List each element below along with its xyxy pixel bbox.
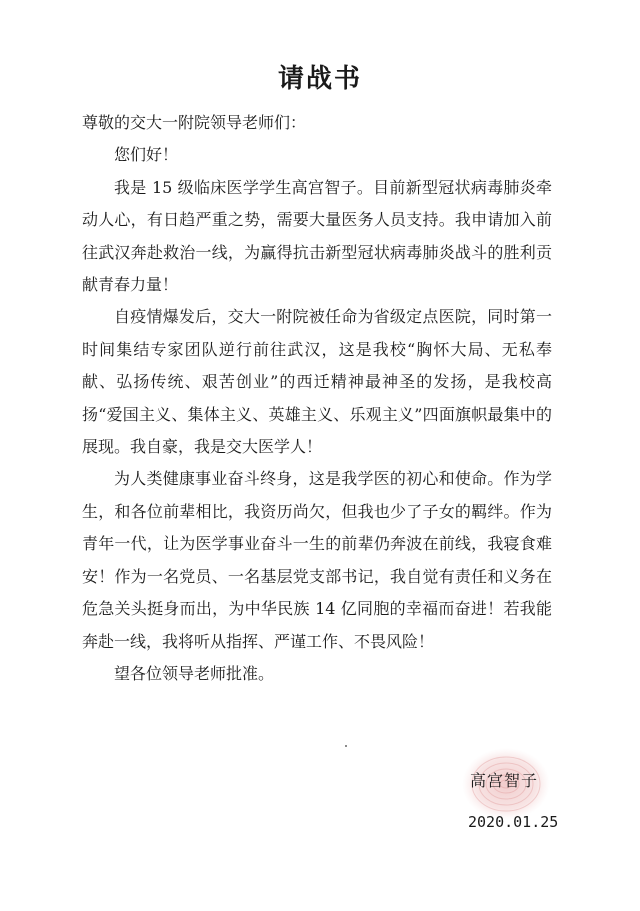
page-title: 请战书 <box>277 64 362 94</box>
signature-date: 2020.01.25 <box>468 813 559 831</box>
closing-line: 望各位领导老师批准。 <box>114 663 275 683</box>
salutation: 尊敬的交大一附院领导老师们： <box>82 113 307 132</box>
scan-speck <box>345 745 347 747</box>
signature-name: 高宫智子 <box>470 771 539 790</box>
paragraph: 为人类健康事业奋斗终身，这是我学医的初心和使命。作为学生，和各位前辈相比，我资历尚欠，但我也少了子女的羁绊。作为青年一代，让为医学事业奋斗一生的前辈仍奔波在前线，我寝食难安！作为一名党员、一名基层党支部书记，我自觉有责任和义务在危急关头挺身而出，为中华民族 14 亿同胞的幸福而奋进！若我能奔赴一线，我将听从指挥、严谨工作、不畏风险！ <box>82 469 552 651</box>
paragraph: 自疫情爆发后，交大一附院被任命为省级定点医院，同时第一时间集结专家团队逆行前往武汉，这是我校“胸怀大局、无私奉献、弘扬传统、艰苦创业”的西迁精神最神圣的发扬，是我校高扬“爱国主义、集体主义、英雄主义、乐观主义”四面旗帜最集中的展现。我自豪，我是交大医学人！ <box>82 307 552 457</box>
letter-body <box>82 107 552 690</box>
greeting: 您们好！ <box>114 145 179 165</box>
paragraph: 我是 15 级临床医学学生高宫智子。目前新型冠状病毒肺炎牵动人心，有日趋严重之势，需要大量医务人员支持。我申请加入前往武汉奔赴救治一线，为赢得抗击新型冠状病毒肺炎战斗的胜利贡献青春力量！ <box>82 177 552 295</box>
